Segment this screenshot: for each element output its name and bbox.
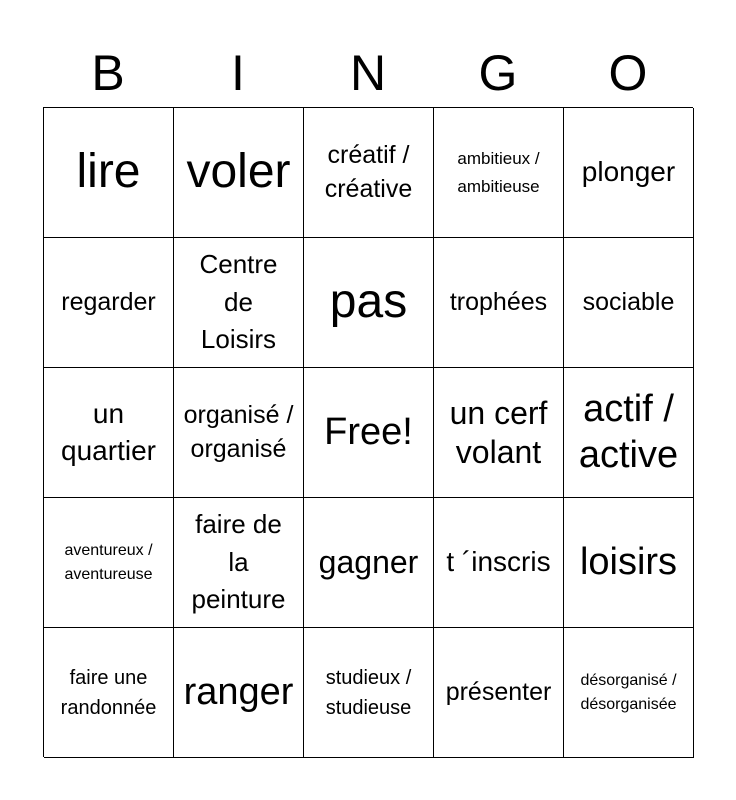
free-space-cell[interactable] [304, 368, 434, 498]
header-letter-g: G [478, 45, 518, 101]
cell-text: t ´inscris [446, 546, 551, 578]
bingo-cell[interactable] [304, 238, 434, 368]
cell-text: aventureux / aventureuse [64, 541, 153, 583]
bingo-cell[interactable] [564, 238, 694, 368]
bingo-cell[interactable] [564, 368, 694, 498]
cell-text: présenter [445, 677, 552, 706]
bingo-cell[interactable] [564, 108, 694, 238]
cell-text: organisé / organisé [183, 400, 294, 463]
free-space-label: Free! [324, 410, 413, 453]
cell-text: pas [329, 275, 408, 329]
cell-text: ranger [183, 670, 294, 713]
bingo-cell[interactable] [174, 368, 304, 498]
bingo-cell[interactable] [174, 238, 304, 368]
bingo-cell[interactable] [174, 108, 304, 238]
bingo-cell[interactable] [434, 628, 564, 758]
header-letter-i: I [231, 45, 245, 101]
bingo-card-grid [43, 107, 693, 757]
bingo-cell[interactable] [174, 628, 304, 758]
cell-text: trophées [449, 287, 548, 316]
cell-text: loisirs [579, 540, 678, 583]
bingo-cell[interactable] [174, 498, 304, 628]
bingo-cell[interactable] [564, 498, 694, 628]
bingo-cell[interactable] [434, 498, 564, 628]
bingo-cell[interactable] [434, 238, 564, 368]
bingo-cell[interactable] [44, 368, 174, 498]
cell-text: regarder [61, 287, 156, 316]
bingo-cell[interactable] [44, 108, 174, 238]
header-letter-o: O [608, 45, 648, 101]
cell-text: studieux / studieuse [325, 666, 412, 719]
cell-text: désorganisé / désorganisée [580, 671, 677, 713]
bingo-cell[interactable] [44, 498, 174, 628]
header-letter-n: N [349, 45, 387, 101]
cell-text: gagner [318, 544, 419, 581]
cell-text: ambitieux / ambitieuse [457, 149, 540, 196]
cell-text: voler [186, 145, 291, 199]
cell-text: créatif / créative [324, 140, 413, 203]
cell-text: Centre de Loisirs [199, 248, 278, 355]
cell-text: actif / active [578, 387, 679, 476]
cell-text: faire de la peinture [191, 508, 286, 615]
cell-text: un cerf volant [449, 395, 548, 470]
bingo-cell[interactable] [44, 628, 174, 758]
cell-text: un quartier [61, 398, 156, 466]
bingo-cell[interactable] [304, 628, 434, 758]
bingo-header [43, 38, 693, 108]
bingo-cell[interactable] [304, 498, 434, 628]
bingo-cell[interactable] [304, 108, 434, 238]
bingo-cell[interactable] [564, 628, 694, 758]
bingo-cell[interactable] [434, 368, 564, 498]
cell-text: lire [76, 145, 141, 199]
cell-text: faire une randonnée [60, 666, 157, 719]
cell-text: plonger [581, 156, 676, 188]
header-letter-b: B [91, 45, 125, 101]
cell-text: sociable [582, 287, 675, 316]
bingo-cell[interactable] [44, 238, 174, 368]
bingo-cell[interactable] [434, 108, 564, 238]
